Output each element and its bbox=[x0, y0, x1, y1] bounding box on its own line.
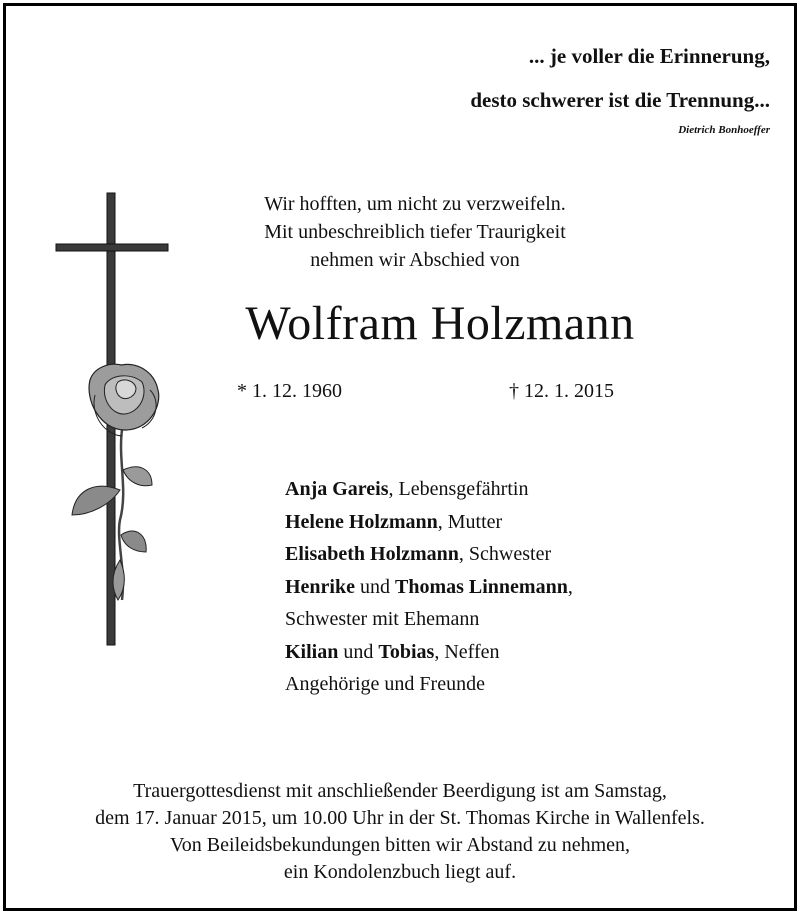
mourner-relation: Angehörige und Freunde bbox=[285, 673, 485, 695]
mourner-row bbox=[285, 668, 573, 701]
quote-line-2: desto schwerer ist die Trennung... bbox=[470, 88, 770, 112]
mourners-list bbox=[285, 473, 573, 701]
mourner-row bbox=[285, 603, 573, 636]
intro-line-1: Wir hofften, um nicht zu verzweifeln. bbox=[264, 193, 566, 215]
mourner-row bbox=[285, 571, 573, 604]
mourner-relation: Schwester mit Ehemann bbox=[285, 608, 480, 630]
notice-line-1: Trauergottesdienst mit anschließender Beerdigung ist am Samstag, bbox=[133, 780, 667, 802]
mourner-name: Elisabeth Holzmann bbox=[285, 543, 459, 565]
mourner-name: Kilian bbox=[285, 640, 339, 663]
mourner-relation: , Lebensgefährtin bbox=[388, 478, 529, 500]
mourner-name: Tobias bbox=[378, 640, 435, 663]
quote-line-1: ... je voller die Erinnerung, bbox=[528, 44, 770, 68]
intro-text bbox=[215, 190, 615, 274]
mourner-name: Helene Holzmann bbox=[285, 510, 438, 533]
notice-line-3: Von Beileidsbekundungen bitten wir Abstand zu nehmen, bbox=[169, 834, 631, 856]
deceased-name: Wolfram Holzmann bbox=[245, 297, 635, 350]
mourner-name: Thomas Linnemann bbox=[395, 575, 568, 598]
cross-with-rose-icon bbox=[50, 190, 170, 650]
notice-line-4: ein Kondolenzbuch liegt auf. bbox=[283, 861, 517, 883]
mourner-conjunction: und bbox=[338, 640, 379, 663]
intro-line-2: Mit unbeschreiblich tiefer Traurigkeit bbox=[264, 221, 566, 243]
mourner-relation: , Mutter bbox=[437, 510, 503, 533]
notice-line-2: dem 17. Januar 2015, um 10.00 Uhr in der St. Thomas Kirche in Wallenfels. bbox=[95, 807, 705, 829]
mourner-conjunction: und bbox=[355, 575, 395, 598]
mourner-row bbox=[285, 636, 573, 669]
mourner-row bbox=[285, 538, 573, 571]
mourner-row bbox=[285, 506, 573, 539]
mourner-relation: , Neffen bbox=[434, 640, 500, 663]
death-date: † 12. 1. 2015 bbox=[509, 380, 614, 402]
mourner-name: Anja Gareis bbox=[285, 478, 389, 500]
intro-line-3: nehmen wir Abschied von bbox=[310, 249, 520, 271]
birth-date: * 1. 12. 1960 bbox=[237, 380, 342, 402]
mourner-row bbox=[285, 473, 573, 506]
mourner-punctuation: , bbox=[567, 575, 573, 598]
mourner-relation: , Schwester bbox=[458, 543, 552, 565]
mourner-name: Henrike bbox=[285, 575, 355, 598]
funeral-notice bbox=[0, 778, 800, 886]
quote-author: Dietrich Bonhoeffer bbox=[678, 124, 770, 136]
